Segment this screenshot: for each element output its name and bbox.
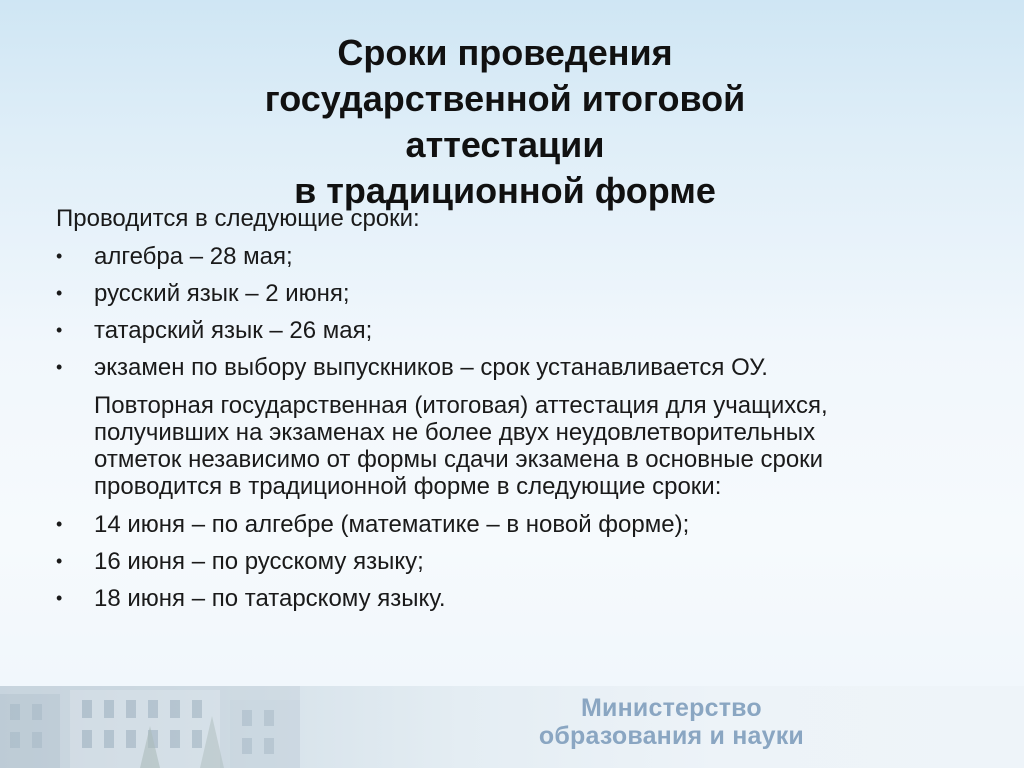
bullet-icon: • [56, 283, 63, 303]
title-line-1: Сроки проведения [337, 32, 673, 73]
list-item-text: экзамен по выбору выпускников – срок устанавливается ОУ. [94, 354, 768, 381]
list-item-text: татарский язык – 26 мая; [94, 317, 373, 344]
footer-band [0, 686, 1024, 768]
list-item-text: 18 июня – по татарскому языку. [94, 585, 446, 612]
list-item [56, 580, 976, 617]
bullet-icon: • [56, 588, 63, 608]
title-line-4: в традиционной форме [294, 170, 716, 211]
paragraph-line: получивших на экзаменах не более двух неудовлетворительных [94, 419, 816, 446]
list-item [56, 312, 976, 349]
repeat-exam-paragraph [56, 392, 976, 500]
bullet-icon: • [56, 514, 63, 534]
list-item [56, 349, 976, 386]
paragraph-line: Повторная государственная (итоговая) аттестация для учащихся, [94, 392, 828, 419]
paragraph-line: отметок независимо от формы сдачи экзамена в основные сроки [94, 446, 824, 473]
building-photo [0, 686, 300, 768]
bullet-icon: • [56, 320, 63, 340]
bullet-icon: • [56, 357, 63, 377]
title-line-3: аттестации [405, 124, 605, 165]
paragraph-line: проводится в традиционной форме в следующие сроки: [94, 473, 722, 500]
list-item [56, 543, 976, 580]
bullet-icon: • [56, 246, 63, 266]
slide-title [180, 30, 830, 214]
list-item-text: 16 июня – по русскому языку; [94, 548, 424, 575]
ministry-logo [539, 694, 804, 750]
title-line-2: государственной итоговой [264, 78, 746, 119]
slide-body [56, 200, 976, 617]
list-item [56, 275, 976, 312]
intro-text: Проводится в следующие сроки: [56, 205, 420, 232]
list-item [56, 506, 976, 543]
logo-line-1: Министерство [581, 694, 762, 722]
list-item [56, 238, 976, 275]
bullet-icon: • [56, 551, 63, 571]
list-item-text: русский язык – 2 июня; [94, 280, 350, 307]
list-item-text: алгебра – 28 мая; [94, 243, 293, 270]
list-item-text: 14 июня – по алгебре (математике – в новой форме); [94, 511, 690, 538]
logo-line-2: образования и науки [538, 722, 804, 750]
